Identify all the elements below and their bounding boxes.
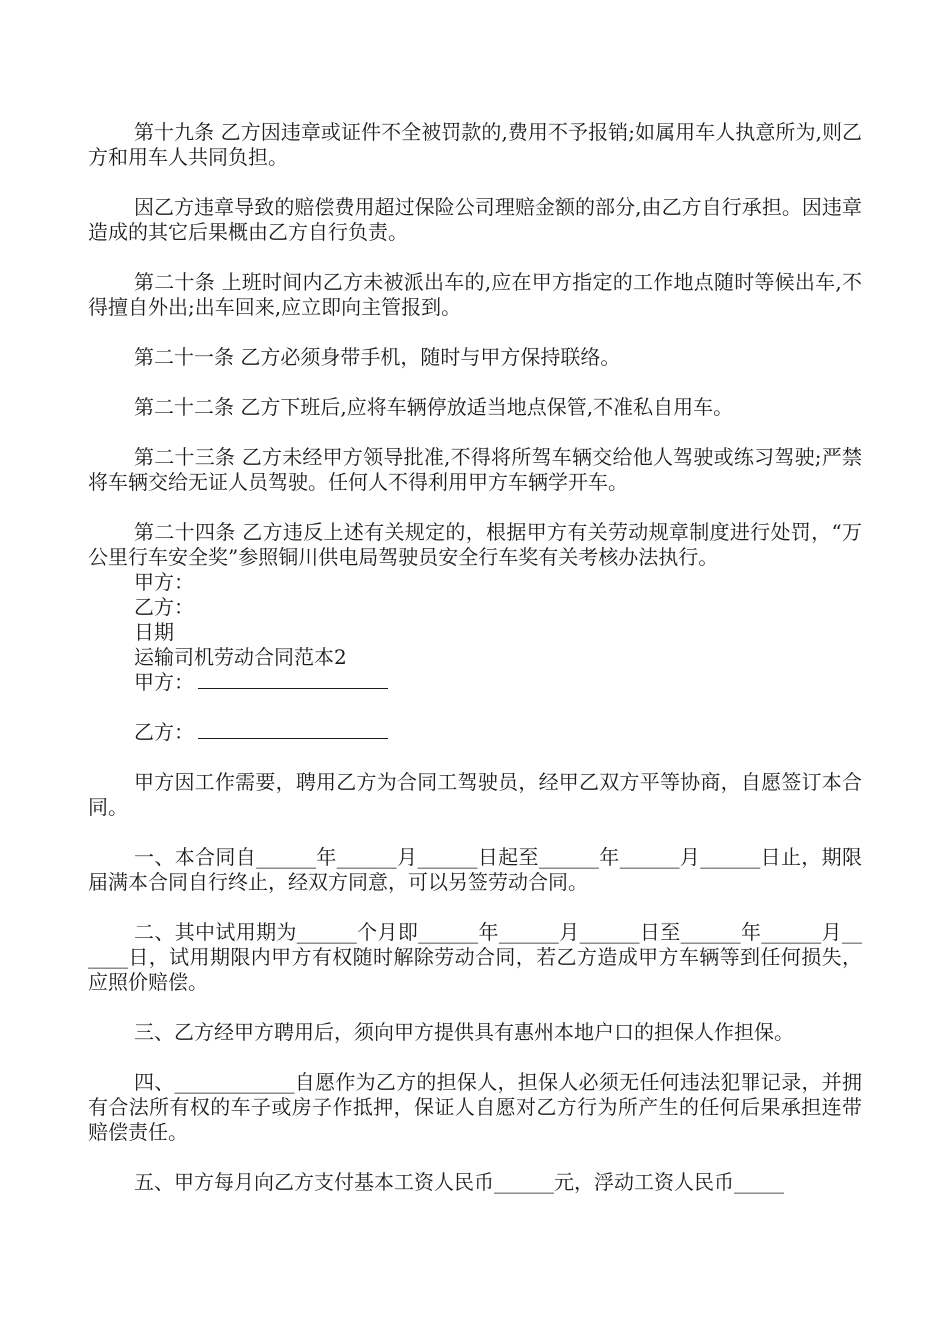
contract-clause-4: 四、____________自愿作为乙方的担保人，担保人必须无任何违法犯罪记录，并拥有合法所有权的车子或房子作抵押，保证人自愿对乙方行为所产生的任何后果承担连带赔偿责任。: [88, 1070, 862, 1144]
contract-clause-1: 一、本合同自______年______月______日起至______年______月______日止，期限届满本合同自行终止，经双方同意，可以另签劳动合同。: [88, 845, 862, 894]
article-20: 第二十条 上班时间内乙方未被派出车的,应在甲方指定的工作地点随时等候出车,不得擅自外出;出车回来,应立即向主管报到。: [88, 270, 862, 319]
article-19: 第十九条 乙方因违章或证件不全被罚款的,费用不予报销;如属用车人执意所为,则乙方和用车人共同负担。: [88, 120, 862, 169]
party-a-label: 甲方：: [134, 570, 194, 594]
party-a-blank: [198, 670, 388, 689]
article-19-supplement: 因乙方违章导致的赔偿费用超过保险公司理赔金额的部分,由乙方自行承担。因违章造成的其它后果概由乙方自行负责。: [88, 195, 862, 244]
party-b-blank: [198, 720, 388, 739]
party-b-label: 乙方：: [134, 595, 194, 619]
contract-clause-3: 三、乙方经甲方聘用后，须向甲方提供具有惠州本地户口的担保人作担保。: [134, 1020, 794, 1044]
article-24: 第二十四条 乙方违反上述有关规定的，根据甲方有关劳动规章制度进行处罚，“万公里行车安全奖”参照铜川供电局驾驶员安全行车奖有关考核办法执行。: [88, 520, 862, 569]
contract-clause-2: 二、其中试用期为______个月即______年______月______日至______年______月______日，试用期限内甲方有权随时解除劳动合同，若乙方造成甲方车辆等到任何损失，应照价赔偿。: [88, 920, 862, 994]
contract-clause-5: 五、甲方每月向乙方支付基本工资人民币______元，浮动工资人民币_____: [134, 1170, 784, 1194]
article-21: 第二十一条 乙方必须身带手机，随时与甲方保持联络。: [134, 345, 621, 369]
contract-intro: 甲方因工作需要，聘用乙方为合同工驾驶员，经甲乙双方平等协商，自愿签订本合同。: [88, 770, 862, 819]
article-23: 第二十三条 乙方未经甲方领导批准,不得将所驾车辆交给他人驾驶或练习驾驶;严禁将车辆交给无证人员驾驶。任何人不得利用甲方车辆学开车。: [88, 445, 862, 494]
article-22: 第二十二条 乙方下班后,应将车辆停放适当地点保管,不准私自用车。: [134, 395, 734, 419]
party-a-blank-label: 甲方：: [134, 670, 194, 694]
party-b-blank-label: 乙方：: [134, 720, 194, 744]
date-label: 日期: [134, 620, 174, 644]
party-b-signature-line: [88, 720, 862, 745]
party-a-signature-line: [88, 670, 862, 695]
template-title: 运输司机劳动合同范本2: [134, 645, 347, 669]
